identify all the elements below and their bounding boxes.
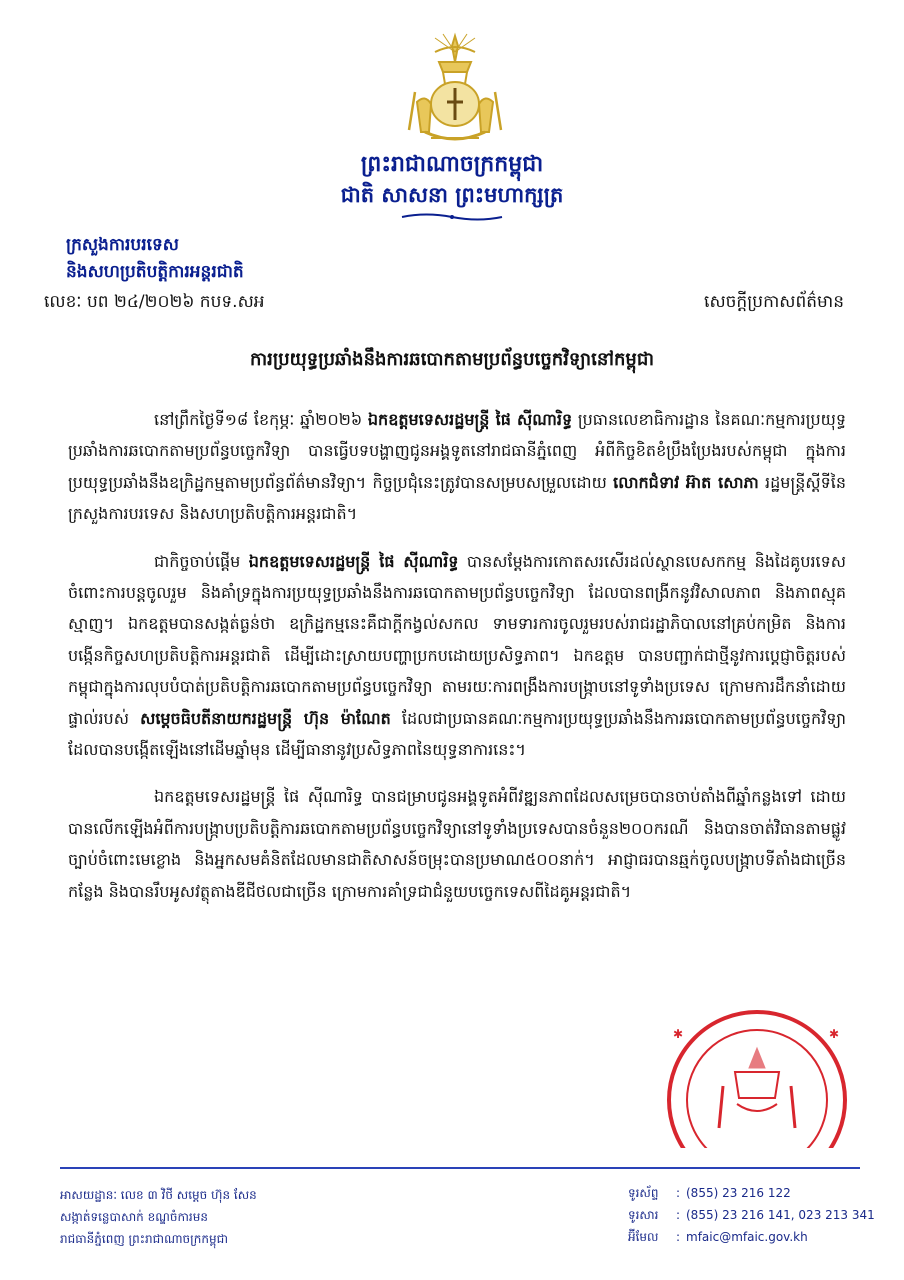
p1-name-coordinator: លោកជំទាវ អ៊ាត សោភា (613, 472, 759, 492)
phone-label: ទូរស័ព្ទ (628, 1186, 659, 1200)
p2-text-e: ដែលជាប្រធានគណៈកម្មការប្រយុទ្ធប្រឆាំងនឹងការឆបោកតាមប្រព័ន្ធបច្ចេកវិទ្យា ដែលបានបង្កើតឡើងនៅដើមឆ្នាំមុន ដើម្បីធានានូវប្រសិទ្ធភាពនៃយុទ្ធនាការនេះ។ (68, 708, 846, 760)
p1-text-e: រដ្ឋមន្ត្រីស្តីទីនៃក្រសួងការបរទេស និងសហប្រតិបត្តិការអន្តរជាតិ។ (68, 472, 846, 524)
phone-value[interactable]: (855) 23 216 122 (686, 1186, 791, 1200)
p1-text-c: ប្រធានលេខាធិការដ្ឋាន នៃគណៈកម្មការប្រយុទ្ធប្រឆាំងការឆបោកតាមប្រព័ន្ធបច្ចេកវិទ្យា បានធ្វើបទបង្ហាញជូនអង្គទូតនៅរាជធានីភ្នំពេញ អំពីកិច្ចខិតខំប្រឹងប្រែងរបស់កម្ពុជា ក្នុងការប្រយុទ្ធប្រឆាំងនឹងឧក្រិដ្ឋកម្មតាមប្រព័ន្ធព័ត៌មានវិទ្យា។ កិច្ចប្រជុំនេះត្រូវបានសម្របសម្រួលដោយ (68, 410, 847, 492)
fax-row (628, 1204, 875, 1226)
email-row (628, 1226, 875, 1248)
p2-text-a: ជាកិច្ចចាប់ផ្តើម (154, 551, 249, 571)
fax-label: ទូរសារ (628, 1208, 659, 1222)
reference-number: លេខៈ បព ២៤/២០២៦ កបទ.សអ (44, 292, 265, 312)
p2-text-c: បានសម្តែងការកោតសរសើរដល់ស្ថានបេសកកម្ម និងដៃគូបរទេស ចំពោះការបន្តចូលរួម និងគាំទ្រក្នុងការប្រយុទ្ធប្រឆាំងនឹងការឆបោកតាមប្រព័ន្ធបច្ចេកវិទ្យា ដែលបានពង្រីកនូវវិសាលភាព និងភាពស្មុគស្មាញ។ ឯកឧត្តមបានសង្កត់ធ្ងន់ថា ឧក្រិដ្ឋកម្មនេះគឺជាក្តីកង្វល់សកល ទាមទារការចូលរួមរបស់រាជរដ្ឋាភិបាលនៅគ្រប់កម្រិត និងការបង្កើនកិច្ចសហប្រតិបត្តិការអន្តរជាតិ ដើម្បីដោះស្រាយបញ្ហាប្រកបដោយប្រសិទ្ធភាព។ ឯកឧត្តម បានបញ្ជាក់ជាថ្មីនូវការប្តេជ្ញាចិត្តរបស់កម្ពុជាក្នុងការលុបបំបាត់ប្រតិបត្តិការឆបោកតាមប្រព័ន្ធបច្ចេកវិទ្យា តាមរយៈការពង្រឹងការបង្ក្រាបនៅទូទាំងប្រទេស ក្រោមការដឹកនាំដោយផ្ទាល់របស់ (68, 551, 847, 728)
fax-colon: : (676, 1208, 681, 1222)
ornament-divider-icon (400, 212, 504, 222)
ministry-line-2: និងសហប្រតិបត្តិការអន្តរជាតិ (66, 262, 244, 282)
kingdom-name: ព្រះរាជាណាចក្រកម្ពុជា (360, 152, 544, 177)
ministry-name (66, 232, 244, 286)
p1-text-a: នៅព្រឹកថ្ងៃទី១៨ ខែកុម្ភៈ ឆ្នាំ២០២៦ (154, 410, 368, 429)
paragraph-1 (68, 404, 846, 530)
p2-name-minister: ឯកឧត្តមទេសរដ្ឋមន្ត្រី ផៃ ស៊ីណារិទ្ធ (248, 551, 459, 571)
email-value[interactable]: mfaic@mfaic.gov.kh (686, 1230, 808, 1244)
email-label: អ៊ីមែល (628, 1230, 659, 1244)
p1-name-minister: ឯកឧត្តមទេសរដ្ឋមន្ត្រី ផៃ ស៊ីណារិទ្ធ (367, 410, 573, 429)
paragraph-2 (68, 546, 846, 766)
footer-contacts (628, 1182, 875, 1248)
address-line-1: អាសយដ្ឋានៈ លេខ ៣ វិថី សម្តេច ហ៊ុន សែន (60, 1188, 257, 1202)
address-line-3: រាជធានីភ្នំពេញ ព្រះរាជាណាចក្រកម្ពុជា (60, 1232, 228, 1246)
email-colon: : (676, 1230, 681, 1244)
ministry-line-1: ក្រសួងការបរទេស (66, 235, 179, 255)
phone-row (628, 1182, 875, 1204)
document-title: ការប្រយុទ្ធប្រឆាំងនឹងការឆបោកតាមប្រព័ន្ធបច្ចេកវិទ្យានៅកម្ពុជា (250, 349, 654, 370)
svg-text:✱: ✱ (829, 1027, 840, 1041)
fax-value: (855) 23 216 141, 023 213 341 (686, 1208, 875, 1222)
document-type: សេចក្តីប្រកាសព័ត៌មាន (704, 292, 844, 312)
footer-address (60, 1184, 257, 1250)
phone-colon: : (676, 1186, 681, 1200)
p2-name-prime-minister: សម្តេចធិបតីនាយករដ្ឋមន្ត្រី ហ៊ុន ម៉ាណែត (140, 708, 391, 728)
body-text (68, 404, 846, 923)
footer-divider (60, 1167, 860, 1169)
national-motto: ជាតិ សាសនា ព្រះមហាក្សត្រ (340, 183, 564, 207)
royal-emblem-icon (395, 32, 515, 150)
paragraph-3: ឯកឧត្តមទេសរដ្ឋមន្ត្រី ផៃ ស៊ីណារិទ្ធ បានជម្រាបជូនអង្គទូតអំពីវឌ្ឍនភាពដែលសម្រេចបានចាប់តាំងពីឆ្នាំកន្លងទៅ ដោយបានលើកឡើងអំពីការបង្ក្រាបប្រតិបត្តិការឆបោកតាមប្រព័ន្ធបច្ចេកវិទ្យានៅទូទាំងប្រទេសបានចំនួន២០០ករណី និងបានចាត់វិធានតាមផ្លូវច្បាប់ចំពោះមេខ្លោង និងអ្នកសមគំនិតដែលមានជាតិសាសន៍ចម្រុះបានប្រមាណ៥០០នាក់។ អាជ្ញាធរបានឆ្មក់ចូលបង្ក្រាបទីតាំងជាច្រើនកន្លែង និងបានរឹបអូសវត្ថុតាងឌីជីថលជាច្រើន ក្រោមការគាំទ្រជាជំនួយបច្ចេកទេសពីដៃគូអន្តរជាតិ។ (68, 787, 846, 901)
svg-text:✱: ✱ (673, 1027, 684, 1041)
address-line-2: សង្កាត់ទន្លេបាសាក់ ខណ្ឌចំការមន (60, 1210, 208, 1224)
kingdom-heading (0, 150, 904, 210)
official-seal-icon (653, 1008, 853, 1148)
